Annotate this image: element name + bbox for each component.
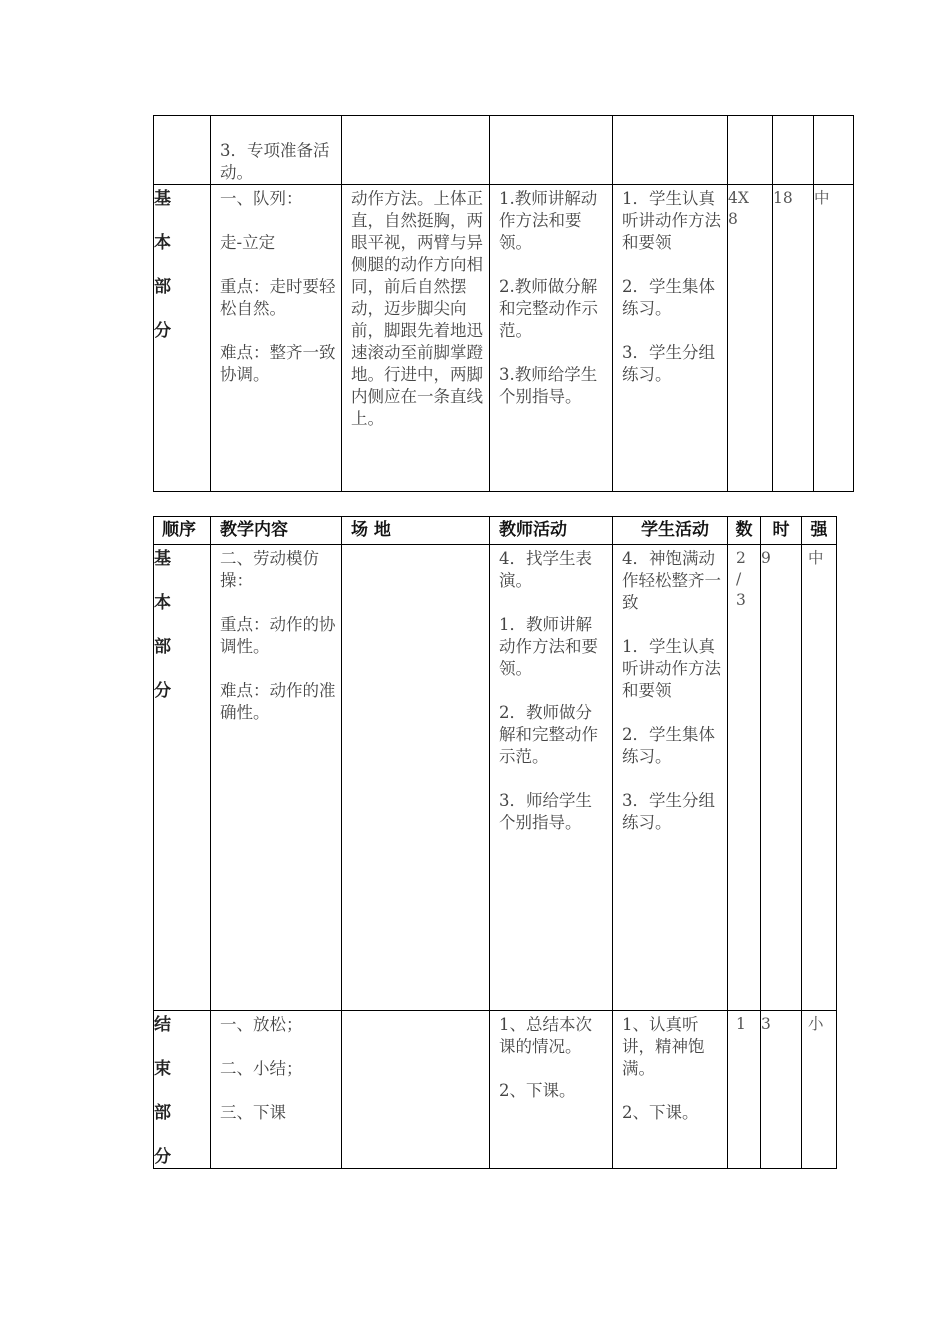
count-cell <box>728 185 773 492</box>
intensity-cell <box>814 116 854 185</box>
time-value: 3 <box>761 1015 771 1033</box>
count-value: 3 <box>736 591 746 609</box>
count-cell <box>728 1011 761 1169</box>
teacher-cell <box>490 116 613 185</box>
content-key-point: 重点：走时要轻松自然。 <box>220 277 336 318</box>
student-activity: 1、认真听讲，精神饱满。 <box>622 1015 705 1078</box>
teacher-activity: 2．教师做分解和完整动作示范。 <box>499 703 598 766</box>
teacher-cell <box>490 1011 613 1169</box>
student-activity: 1．学生认真听讲动作方法和要领 <box>622 189 721 252</box>
count-value: 1 <box>736 1015 746 1033</box>
content-item: 走-立定 <box>220 233 276 252</box>
count-value: 4X8 <box>728 189 749 228</box>
content-difficulty: 难点：整齐一致协调。 <box>220 343 336 384</box>
content-cell <box>211 1011 342 1169</box>
student-activity: 3．学生分组练习。 <box>622 343 715 384</box>
header-row <box>154 517 837 545</box>
table-row <box>154 1011 837 1169</box>
content-item: 二、小结； <box>220 1059 303 1078</box>
content-title: 二、劳动模仿操： <box>220 549 319 590</box>
teacher-activity: 3.教师给学生个别指导。 <box>499 365 598 406</box>
count-cell <box>728 545 761 1011</box>
lesson-plan-table <box>153 516 837 1169</box>
teacher-cell <box>490 185 613 492</box>
count-cell <box>728 116 773 185</box>
section-label: 基 本 部 分 <box>154 545 211 1011</box>
content-item: 一、放松； <box>220 1015 303 1034</box>
venue-cell <box>342 1011 490 1169</box>
venue-cell <box>342 116 490 185</box>
content-cell <box>211 545 342 1011</box>
venue-cell <box>342 545 490 1011</box>
table-row <box>154 185 854 492</box>
intensity-value: 中 <box>814 189 830 207</box>
content-cell <box>211 116 342 185</box>
teacher-activity: 4．找学生表演。 <box>499 549 592 590</box>
student-activity: 2．学生集体练习。 <box>622 277 715 318</box>
student-cell <box>613 116 728 185</box>
content-cell <box>211 185 342 492</box>
student-activity: 2、下课。 <box>622 1103 699 1122</box>
teacher-activity: 2.教师做分解和完整动作示范。 <box>499 277 598 340</box>
teacher-activity: 1.教师讲解动作方法和要领。 <box>499 189 598 252</box>
intensity-cell <box>802 545 837 1011</box>
teacher-activity: 1、总结本次课的情况。 <box>499 1015 592 1056</box>
table-row <box>154 545 837 1011</box>
venue-cell <box>342 185 490 492</box>
header-order: 顺序 <box>154 517 211 545</box>
header-intensity: 强 <box>802 517 837 545</box>
time-cell <box>773 185 814 492</box>
student-activity: 4．神饱满动作轻松整齐一致 <box>622 549 721 612</box>
content-difficulty: 难点：动作的准确性。 <box>220 681 336 722</box>
time-value: 18 <box>773 189 793 207</box>
intensity-cell <box>802 1011 837 1169</box>
time-cell <box>761 1011 802 1169</box>
header-student: 学生活动 <box>613 517 728 545</box>
intensity-cell <box>814 185 854 492</box>
content-text: 3．专项准备活动。 <box>220 141 330 182</box>
student-activity: 1．学生认真听讲动作方法和要领 <box>622 637 721 700</box>
student-activity: 3．学生分组练习。 <box>622 791 715 832</box>
method-description: 动作方法。上体正直，自然挺胸，两眼平视，两臂与异侧腿的动作方向相同，前后自然摆动，迈步脚尖向前，脚跟先着地迅速滚动至前脚掌蹬地。行进中，两脚内侧应在一条直线上。 <box>351 189 483 428</box>
content-item: 三、下课 <box>220 1103 286 1122</box>
header-count: 数 <box>728 517 761 545</box>
section-label: 结 束 部 分 <box>154 1011 211 1169</box>
student-cell <box>613 185 728 492</box>
teacher-cell <box>490 545 613 1011</box>
header-content: 教学内容 <box>211 517 342 545</box>
count-value: / <box>736 570 742 588</box>
student-cell <box>613 1011 728 1169</box>
content-key-point: 重点：动作的协调性。 <box>220 615 336 656</box>
lesson-plan-table-continued <box>153 115 854 492</box>
teacher-activity: 1．教师讲解动作方法和要领。 <box>499 615 598 678</box>
content-title: 一、队列： <box>220 189 303 208</box>
teacher-activity: 3．师给学生个别指导。 <box>499 791 592 832</box>
intensity-value: 小 <box>808 1015 824 1033</box>
time-cell <box>761 545 802 1011</box>
header-time: 时 <box>761 517 802 545</box>
table-row <box>154 116 854 185</box>
time-cell <box>773 116 814 185</box>
section-cell <box>154 116 211 185</box>
section-label: 基 本 部 分 <box>154 185 211 492</box>
student-activity: 2．学生集体练习。 <box>622 725 715 766</box>
header-venue: 场 地 <box>342 517 490 545</box>
teacher-activity: 2、下课。 <box>499 1081 576 1100</box>
time-value: 9 <box>761 549 771 567</box>
count-value: 2 <box>736 549 746 567</box>
student-cell <box>613 545 728 1011</box>
intensity-value: 中 <box>808 549 824 567</box>
header-teacher: 教师活动 <box>490 517 613 545</box>
